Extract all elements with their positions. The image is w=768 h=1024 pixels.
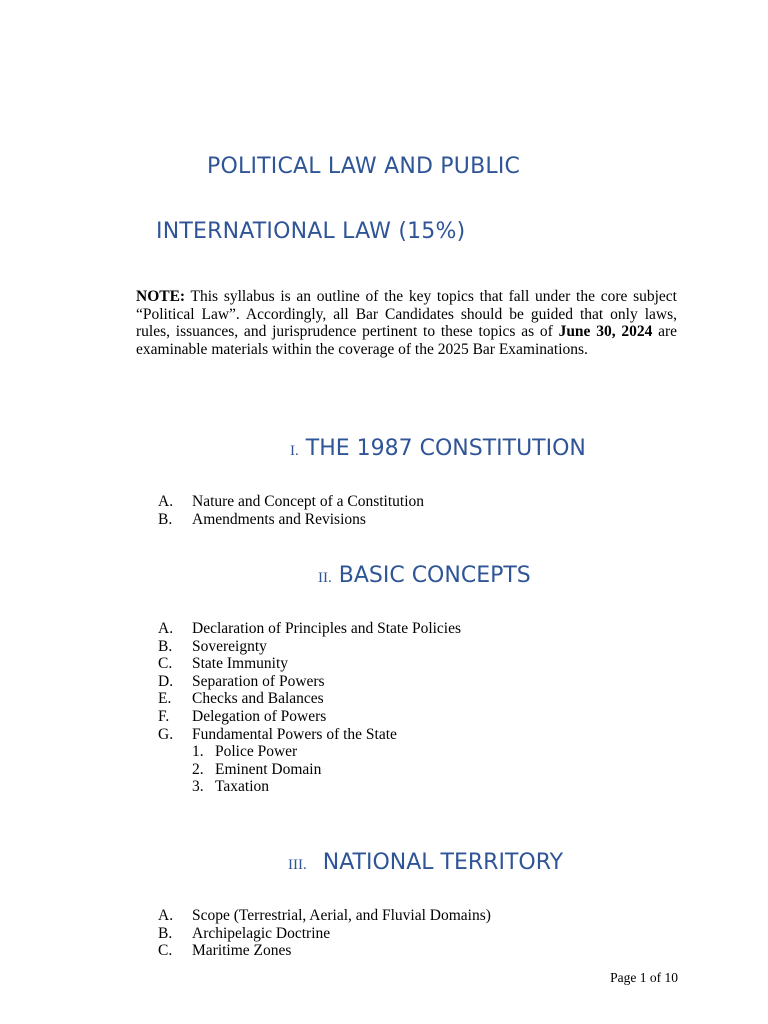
item-text: Archipelagic Doctrine <box>192 924 331 942</box>
item-marker: G. <box>158 725 174 743</box>
section-heading-3 <box>288 850 563 875</box>
sub-item-marker: 3. <box>192 778 204 796</box>
item-marker: B. <box>158 924 173 942</box>
sub-list <box>192 743 461 796</box>
section-2-list <box>158 620 461 796</box>
item-text: Delegation of Powers <box>192 707 327 725</box>
note-paragraph <box>136 288 677 358</box>
note-date: June 30, 2024 <box>558 323 653 341</box>
section-heading-1 <box>290 436 586 461</box>
note-label: NOTE: <box>136 288 186 305</box>
item-text: Sovereignty <box>192 637 267 655</box>
sub-list-item <box>192 743 461 761</box>
page-number: Page 1 of 10 <box>610 970 678 985</box>
sub-list-item <box>192 778 461 796</box>
item-marker: B. <box>158 637 173 655</box>
item-marker: F. <box>158 707 170 725</box>
list-item <box>158 690 461 708</box>
list-item <box>158 673 461 691</box>
list-item <box>158 511 424 529</box>
item-marker: C. <box>158 942 173 960</box>
item-marker: A. <box>158 620 174 637</box>
section-1-list <box>158 493 424 528</box>
list-item <box>158 925 491 943</box>
item-text: Scope (Terrestrial, Aerial, and Fluvial Domains) <box>192 907 491 924</box>
list-item <box>158 638 461 656</box>
section-title: THE 1987 CONSTITUTION <box>305 436 586 461</box>
item-text: Fundamental Powers of the State <box>192 725 397 743</box>
sub-item-marker: 1. <box>192 743 204 761</box>
document-title-line-2: INTERNATIONAL LAW (15%) <box>156 219 466 244</box>
sub-item-text: Taxation <box>215 778 270 796</box>
item-text: Nature and Concept of a Constitution <box>192 493 425 510</box>
item-text: Separation of Powers <box>192 672 325 690</box>
sub-item-text: Eminent Domain <box>215 760 322 778</box>
list-item <box>158 655 461 673</box>
item-text: State Immunity <box>192 655 289 673</box>
sub-list-item <box>192 761 461 779</box>
item-text: Maritime Zones <box>192 942 292 960</box>
item-text: Checks and Balances <box>192 690 324 708</box>
section-3-list <box>158 907 491 960</box>
sub-item-marker: 2. <box>192 760 204 778</box>
section-number: III. <box>288 857 307 873</box>
note-text-a: This syllabus is an outline of the key topics that fall under the core subject “Political Law”. Accordingly, all Bar Candidates should be guided that only laws, rules, issuances, and jurisprudence pertinent to these topics as of <box>136 288 677 341</box>
item-marker: E. <box>158 690 172 708</box>
item-marker: B. <box>158 510 173 528</box>
item-marker: C. <box>158 655 173 673</box>
item-marker: A. <box>158 907 174 924</box>
note-text-b: are examinable materials within the coverage of the 2025 Bar Examinations. <box>136 323 678 358</box>
section-number: II. <box>318 570 332 586</box>
list-item <box>158 942 491 960</box>
section-title: BASIC CONCEPTS <box>338 563 531 588</box>
section-number: I. <box>290 443 299 459</box>
list-item <box>158 907 491 925</box>
list-item <box>158 493 424 511</box>
sub-item-text: Police Power <box>215 743 298 761</box>
document-title-line-1: POLITICAL LAW AND PUBLIC <box>207 154 521 179</box>
item-text: Declaration of Principles and State Policies <box>192 620 462 637</box>
item-marker: A. <box>158 493 174 510</box>
item-marker: D. <box>158 672 174 690</box>
section-heading-2 <box>318 563 531 588</box>
section-title: NATIONAL TERRITORY <box>322 850 564 875</box>
list-item <box>158 726 461 796</box>
list-item <box>158 708 461 726</box>
list-item <box>158 620 461 638</box>
item-text: Amendments and Revisions <box>192 510 366 528</box>
